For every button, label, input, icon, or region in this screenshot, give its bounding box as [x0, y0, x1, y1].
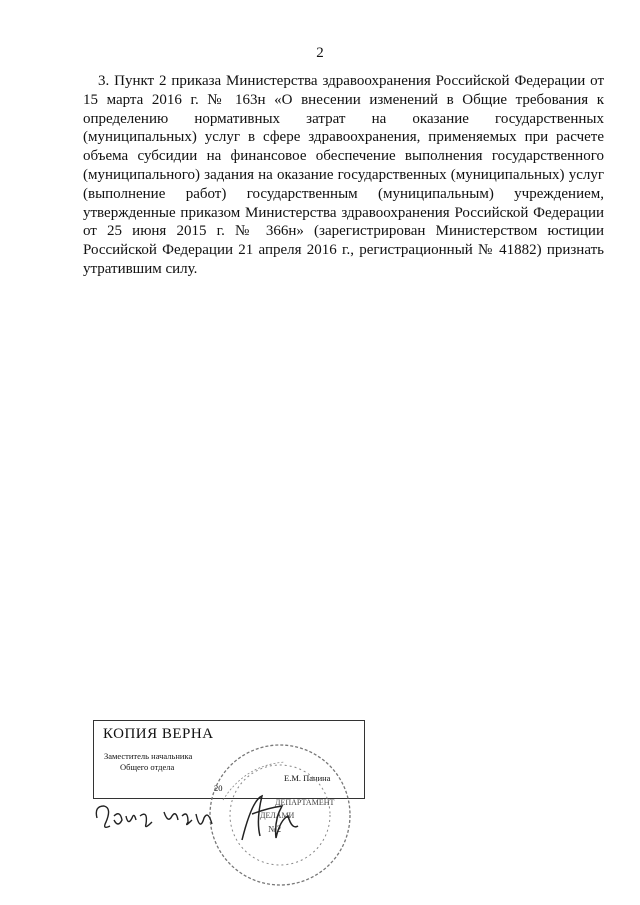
page-number: 2	[316, 45, 324, 61]
stamp-title: КОПИЯ ВЕРНА	[103, 726, 214, 742]
svg-text:ДЕЛАМИ: ДЕЛАМИ	[260, 811, 295, 820]
svg-text:№2: №2	[268, 824, 282, 834]
stamp-position-line2: Общего отдела	[120, 762, 175, 772]
svg-text:ДЕПАРТАМЕНТ: ДЕПАРТАМЕНТ	[275, 798, 335, 807]
stamp-signatory-name: Е.М. Панина	[284, 773, 331, 783]
stamp-position-line1: Заместитель начальника	[104, 751, 193, 761]
handwritten-signature	[92, 790, 322, 850]
stamp-date-digits: 20	[214, 783, 223, 793]
paragraph-3: 3. Пункт 2 приказа Министерства здравоохранения Российской Федерации от 15 марта 2016 г. № 163н «О внесении изменений в Общие требования к определению нормативных затрат на оказание государственных (муниципальных) услуг в сфере здравоохранения, применяемых при расчете объема субсидии на финансовое обеспечение выполнения государственного (муниципального) задания на оказание государственных (муниципальных) услуг (выполнение работ) государственным (муниципальным) учреждением, утвержденные приказом Министерства здравоохранения Российской Федерации от 25 июня 2015 г. № 366н» (зарегистрирован Министерством юстиции Российской Федерации 21 апреля 2016 г., регистрационный № 41882) признать утратившим силу.	[83, 73, 604, 277]
body-text	[83, 72, 604, 279]
